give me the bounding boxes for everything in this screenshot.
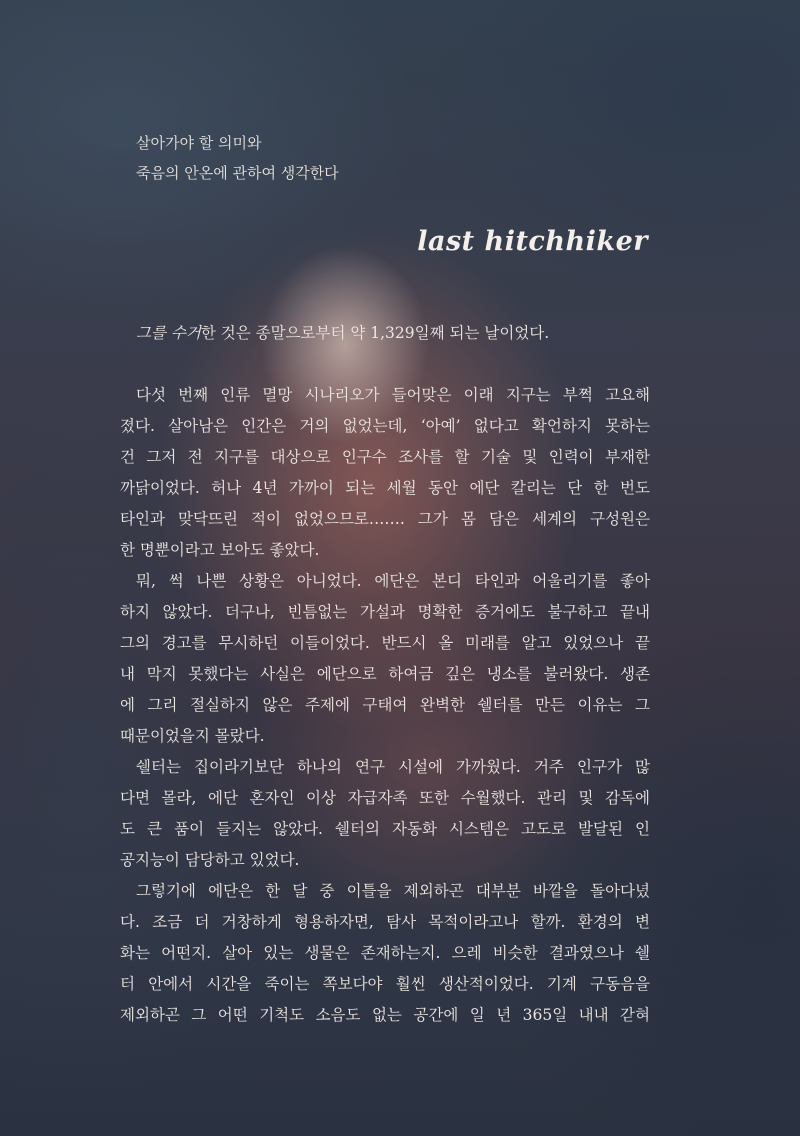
epigraph-line-1: 살아가야 할 의미와: [136, 134, 262, 152]
story-title: last hitchhiker: [417, 226, 648, 257]
paragraph-line: 내 막지 못했다는 사실은 에단으로 하여금 깊은 냉소를 불러왔다. 생존: [120, 665, 650, 683]
opening-rest: 한 것은 종말으로부터 약 1,329일째 되는 날이었다.: [200, 324, 550, 342]
opening-italic: 그를 수거: [136, 324, 201, 342]
paragraph-line: 화는 어떤지. 살아 있는 생물은 존재하는지. 으레 비슷한 결과였으나 쉘: [120, 944, 650, 962]
paragraph-line: 타인과 맞닥뜨린 적이 없었으므로……. 그가 몸 담은 세계의 구성원은: [120, 510, 650, 528]
paragraph-line: 그의 경고를 무시하던 이들이었다. 반드시 올 미래를 알고 있었으나 끝: [120, 634, 650, 652]
opening-sentence: [120, 318, 650, 349]
paragraph-line: 한 명뿐이라고 보아도 좋았다.: [120, 541, 320, 559]
paragraph-line: 건 그저 전 지구를 대상으로 인구수 조사를 할 기술 및 인력이 부재한: [120, 448, 650, 466]
paragraph-line: 공지능이 담당하고 있었다.: [120, 851, 300, 869]
paragraph-1: [120, 380, 650, 566]
paragraph-line: 졌다. 살아남은 인간은 거의 없었는데, ‘아예’ 없다고 확언하지 못하는: [120, 417, 650, 435]
paragraph-line: 도 큰 품이 들지는 않았다. 쉘터의 자동화 시스템은 고도로 발달된 인: [120, 820, 650, 838]
paragraph-line: 다섯 번째 인류 멸망 시나리오가 들어맞은 이래 지구는 부쩍 고요해: [136, 386, 650, 404]
paragraph-line: 그렇기에 에단은 한 달 중 이틀을 제외하곤 대부분 바깥을 돌아다녔: [136, 882, 650, 900]
paragraph-line: 터 안에서 시간을 죽이는 쪽보다야 훨씬 생산적이었다. 기계 구동음을: [120, 975, 650, 993]
paragraph-3: [120, 752, 650, 876]
paragraph-2: [120, 566, 650, 752]
paragraph-line: 뭐, 썩 나쁜 상황은 아니었다. 에단은 본디 타인과 어울리기를 좋아: [136, 572, 650, 590]
paragraph-line: 쉘터는 집이라기보단 하나의 연구 시설에 가까웠다. 거주 인구가 많: [136, 758, 650, 776]
paragraph-line: 다면 몰라, 에단 혼자인 이상 자급자족 또한 수월했다. 관리 및 감독에: [120, 789, 650, 807]
paragraph-line: 다. 조금 더 거창하게 형용하자면, 탐사 목적이라고나 할까. 환경의 변: [120, 913, 650, 931]
epigraph-line-2: 죽음의 안온에 관하여 생각한다: [136, 164, 339, 182]
paragraph-line: 하지 않았다. 더구나, 빈틈없는 가설과 명확한 증거에도 불구하고 끝내: [120, 603, 650, 621]
paragraph-line: 에 그리 절실하지 않은 주제에 구태여 완벽한 쉘터를 만든 이유는 그: [120, 696, 650, 714]
epigraph: [136, 128, 339, 188]
paragraph-line: 때문이었을지 몰랐다.: [120, 727, 265, 745]
paragraph-4: [120, 876, 650, 1031]
paragraph-line: 까닭이었다. 허나 4년 가까이 되는 세월 동안 에단 칼리는 단 한 번도: [120, 479, 650, 497]
paragraph-line: 제외하곤 그 어떤 기척도 소음도 없는 공간에 일 년 365일 내내 갇혀: [120, 1006, 650, 1024]
